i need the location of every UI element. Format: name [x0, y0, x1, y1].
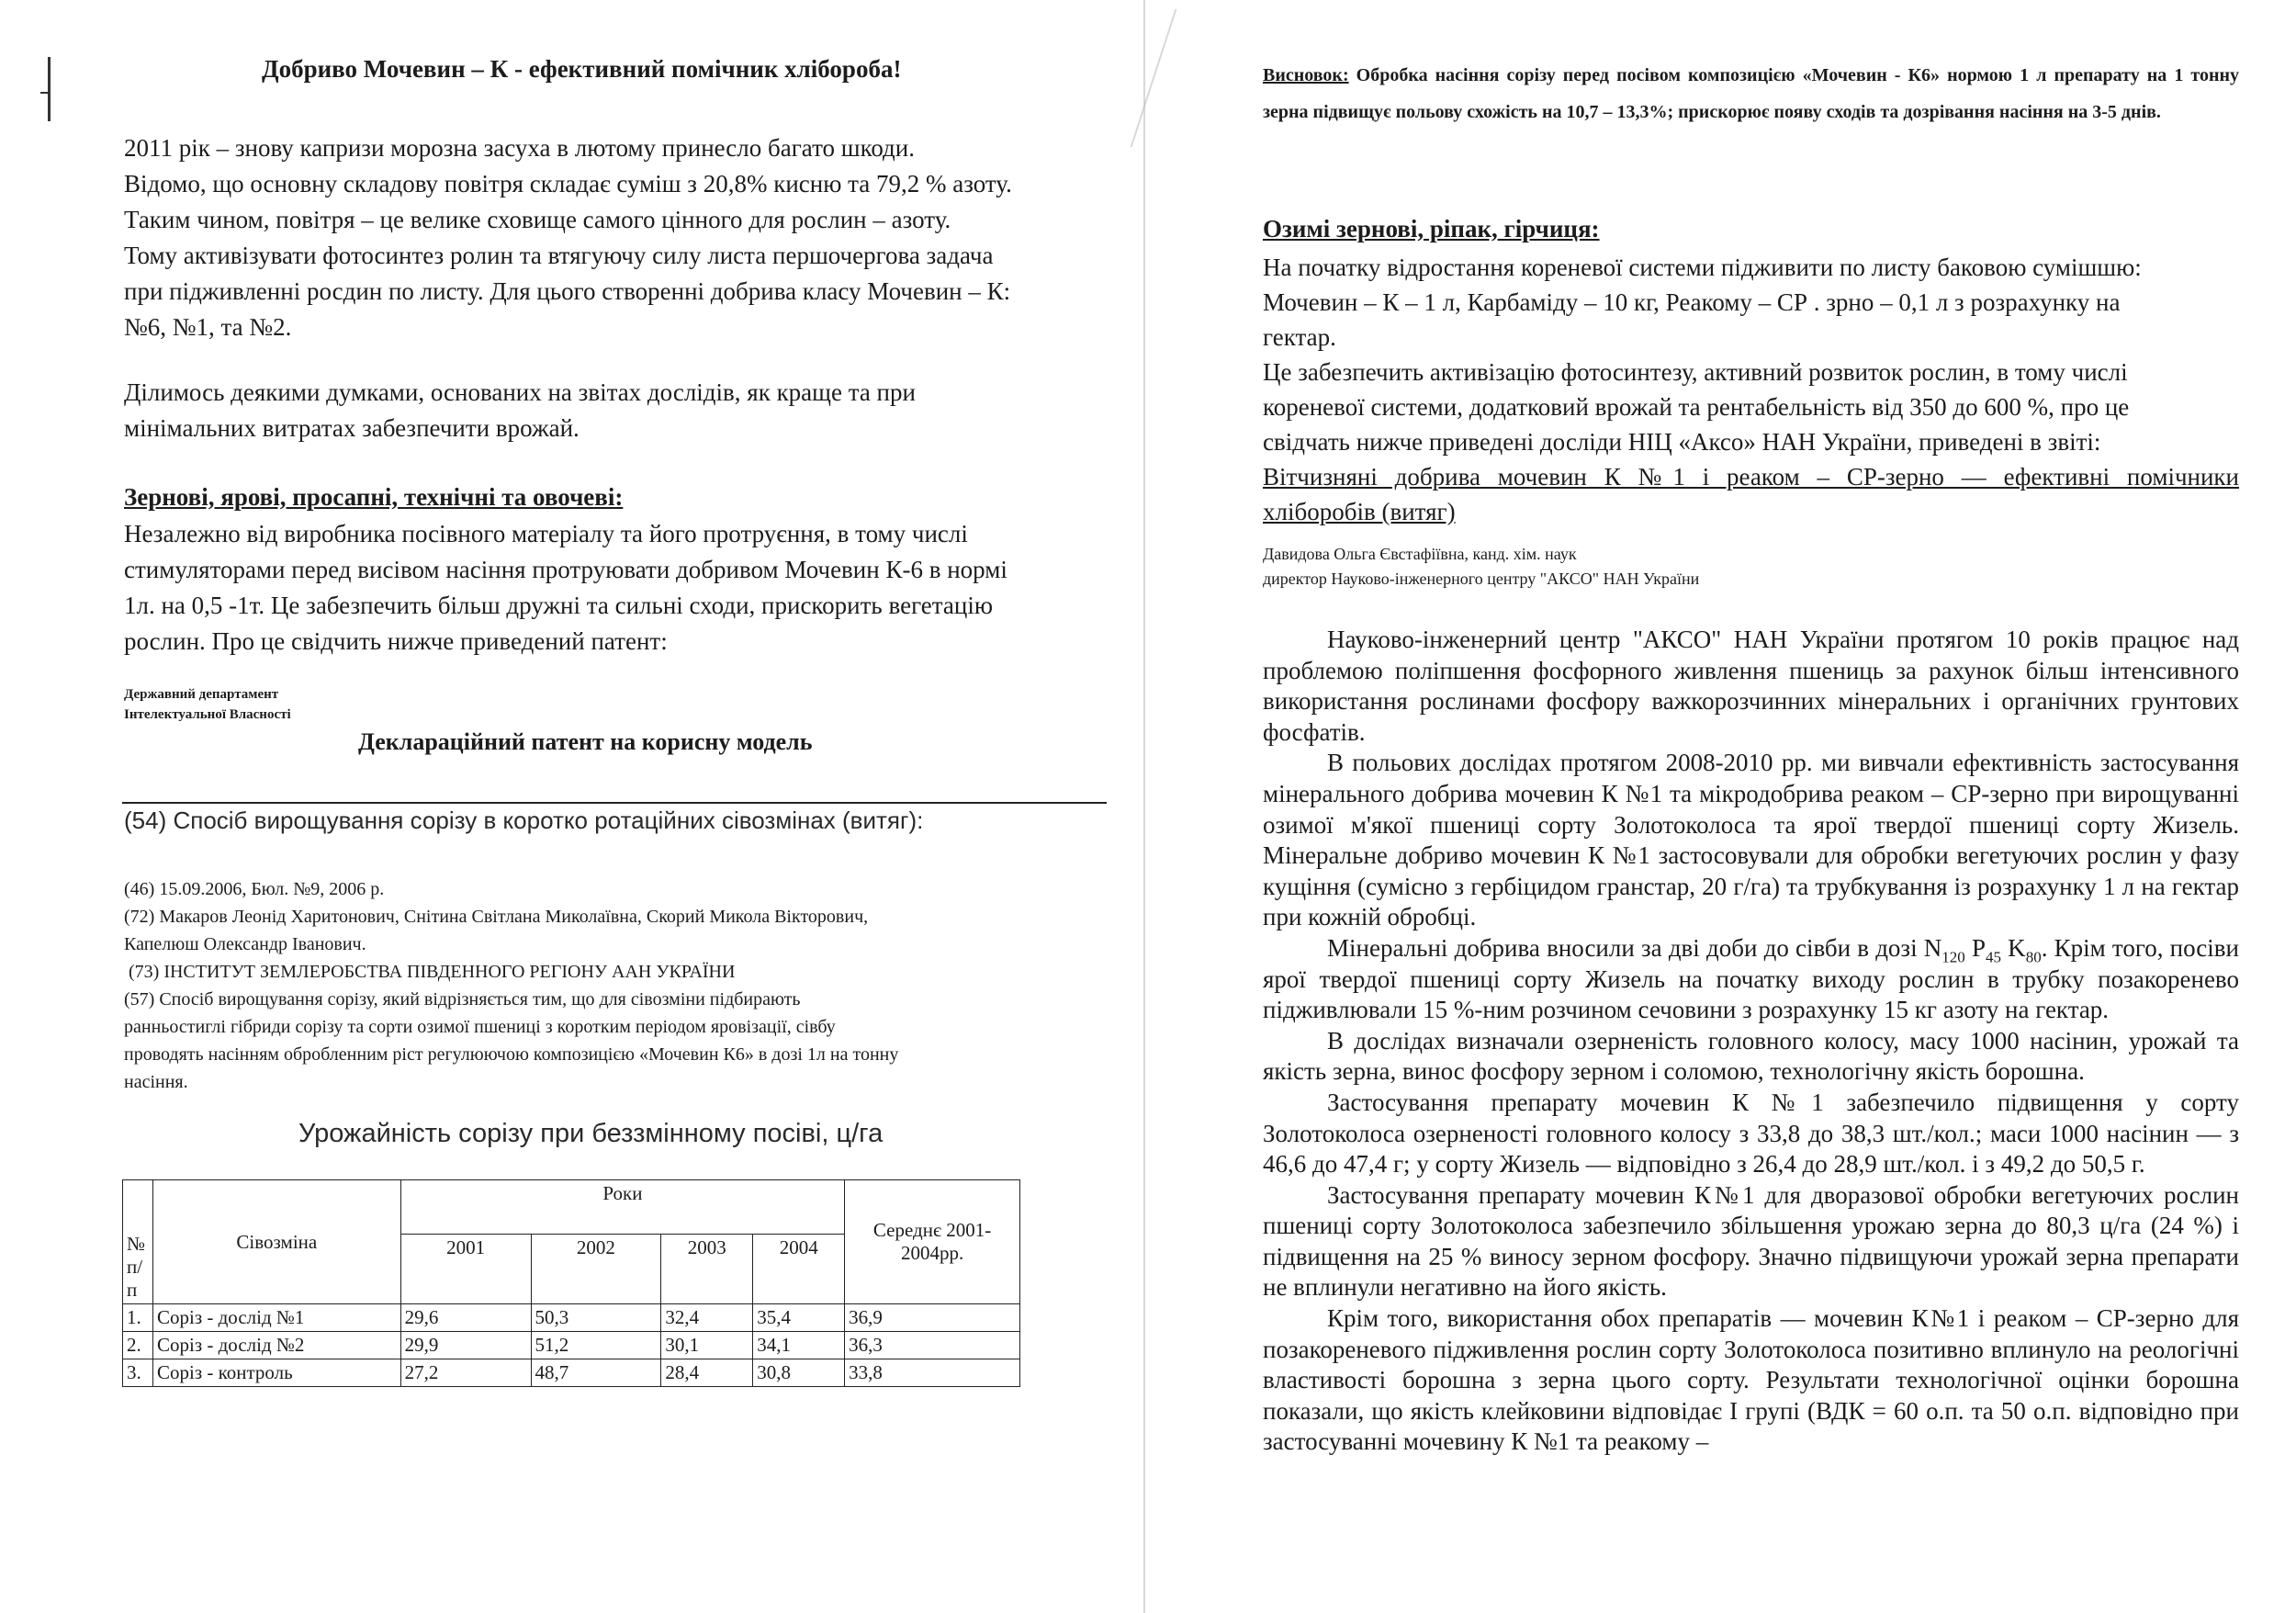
dose-n: 120	[1941, 948, 1965, 966]
cell-value: 34,1	[753, 1332, 845, 1359]
dose-text-after: . Крім того, посіви ярої твердої пшениці сорту Жизель на початку виходу рослин в трубку позакоренево підживлювали 15 %-ним розчином сечовини з розрахунку 15 кг азоту на гектар.	[1263, 933, 2239, 1024]
dose-k-label: K	[2001, 933, 2026, 962]
table-row	[123, 1359, 1020, 1387]
text-line: Ділимось деякими думками, основаних на звітах дослідів, як краще та при	[124, 378, 916, 406]
share-paragraph	[124, 375, 1116, 446]
article-paragraph: В польових дослідах протягом 2008-2010 рр. ми вивчали ефективність застосування мінерального добрива мочевин К №1 та мікродобрива реаком – СР-зерно при вирощуванні озимої м'якої пшениці сорту Золотоколоса та ярої твердої пшениці сорту Жизель. Мінеральне добриво мочевин К №1 застосовували для обробки вегетуючих рослин у фазу кущіння (сумісно з гербіцидом гранстар, 20 г/га) та трубкування із розрахунку 1 л на гектар при кожній обробці.	[1263, 749, 2239, 931]
text-line: гектар.	[1263, 323, 1336, 351]
document-title: Добриво Мочевин – К - ефективний помічник хлібороба!	[262, 55, 902, 83]
conclusion-text: Обробка насіння сорізу перед посівом композицією «Мочевин - К6» нормою 1 л препарату на 1 тонну зерна підвищує польову схожість на 10,7 – 13,3%; прискорює появу сходів та дозрівання насіння на 3-5 днів.	[1263, 65, 2239, 122]
article-paragraph	[1263, 933, 2239, 1026]
author-block	[1263, 542, 1699, 592]
text-line: Мочевин – К – 1 л, Карбаміду – 10 кг, Реакому – СР . зрно – 0,1 л з розрахунку на	[1263, 288, 2121, 316]
author-position: директор Науково-інженерного центру "АКСО" НАН України	[1263, 570, 1700, 588]
report-reference: Вітчизняні добрива мочевин К №1 і реаком – СР-зерно — ефективні помічники	[1263, 463, 2239, 491]
patent-office	[124, 684, 291, 725]
cell-average: 36,3	[845, 1332, 1020, 1359]
org-line: Державний департамент	[124, 687, 279, 702]
cell-value: 30,8	[753, 1359, 845, 1387]
cell-value: 32,4	[661, 1304, 753, 1332]
patent-title: Деклараційний патент на корисну модель	[358, 728, 813, 755]
section-heading-grain: Зернові, ярові, просапні, технічні та овочеві:	[124, 483, 624, 511]
text-line: На початку відростання кореневої системи підживити по листу баковою сумішшю:	[1263, 254, 2142, 281]
article-paragraph: Застосування препарату мочевин К№1 для дворазової обробки вегетуючих рослин пшениці сорту Золотоколоса забезпечило збільшення урожаю зерна до 80,3 ц/га (24 %) і підвищення на 25 % виносу зерном фосфору. Значно підвищуючи урожай зерна препарати не вплинули негативно на його якість.	[1263, 1180, 2239, 1302]
text-line: Це забезпечить активізацію фотосинтезу, активний розвиток рослин, в тому числі	[1263, 358, 2128, 386]
biblio-line: проводять насінням обробленним ріст регулюючою композицією «Мочевин К6» в дозі 1л на тонну	[124, 1044, 899, 1065]
header-year: 2002	[531, 1235, 661, 1304]
biblio-line: (73) ІНСТИТУТ ЗЕМЛЕРОБСТВА ПІВДЕННОГО РЕГІОНУ ААН УКРАЇНИ	[124, 962, 736, 982]
text-line: при підживленні росдин по листу. Для цього створенні добрива класу Мочевин – К:	[124, 277, 1011, 305]
article-paragraph: В дослідах визначали озерненість головного колосу, масу 1000 насінин, урожай та якість зерна, винос фосфору зерном і соломою, технологічну якість борошна.	[1263, 1026, 2239, 1086]
cell-value: 29,9	[400, 1332, 531, 1359]
text-line: Відомо, що основну складову повітря складає суміш з 20,8% кисню та 79,2 % азоту.	[124, 170, 1012, 197]
cell-value: 35,4	[753, 1304, 845, 1332]
header-years: Роки	[400, 1180, 844, 1235]
text-line: Таким чином, повітря – це велике сховище самого цінного для рослин – азоту.	[124, 206, 951, 233]
patent-bibliography	[124, 875, 1116, 1096]
biblio-line: насіння.	[124, 1072, 188, 1092]
cell-value: 27,2	[400, 1359, 531, 1387]
cell-value: 50,3	[531, 1304, 661, 1332]
row-rotation: Соріз - дослід №2	[152, 1332, 400, 1359]
row-number: 1.	[123, 1304, 153, 1332]
header-year: 2001	[400, 1235, 531, 1304]
yield-table	[122, 1179, 1020, 1387]
cell-value: 28,4	[661, 1359, 753, 1387]
article-body	[1263, 625, 2239, 1458]
cell-value: 51,2	[531, 1332, 661, 1359]
text-line: кореневої системи, додатковий врожай та рентабельність від 350 до 600 %, про це	[1263, 393, 2130, 421]
text-line: рослин. Про це свідчить нижче приведений патент:	[124, 627, 668, 655]
row-number: 3.	[123, 1359, 153, 1387]
table-row	[123, 1332, 1020, 1359]
dose-text: Мінеральні добрива вносили за дві доби до сівби в дозі N	[1327, 933, 1942, 962]
row-rotation: Соріз - контроль	[152, 1359, 400, 1387]
text-line: свідчать нижче приведені досліди НІЦ «Аксо» НАН України, приведені в звіті:	[1263, 428, 2101, 456]
dose-k: 80	[2025, 948, 2042, 966]
text-line: стимуляторами перед висівом насіння протруювати добривом Мочевин К-6 в нормі	[124, 556, 1007, 583]
section-heading-winter: Озимі зернові, ріпак, гірчиця:	[1263, 215, 1600, 243]
header-rotation: Сівозміна	[152, 1180, 400, 1304]
grain-paragraph	[124, 516, 1116, 660]
row-number: 2.	[123, 1332, 153, 1359]
cell-value: 48,7	[531, 1359, 661, 1387]
table-row	[123, 1304, 1020, 1332]
row-rotation: Соріз - дослід №1	[152, 1304, 400, 1332]
header-number: № п/ п	[123, 1180, 153, 1304]
conclusion	[1263, 57, 2239, 130]
biblio-line: (72) Макаров Леонід Харитонович, Снітина Світлана Миколаївна, Скорий Микола Вікторович,	[124, 907, 869, 927]
article-paragraph: Науково-інженерний центр "АКСО" НАН України протягом 10 років працює над проблемою поліпшення фосфорного живлення пшениць за рахунок більш інтенсивного використання рослинами фосфору важкорозчинних мінеральних і органічних грунтових фосфатів.	[1263, 626, 2239, 746]
patent-field-54: (54) Спосіб вирощування сорізу в коротко ротаційних сівозмінах (витяг):	[124, 806, 924, 834]
text-line: мінімальних витратах забезпечити врожай.	[124, 414, 580, 442]
winter-paragraph	[1263, 250, 2239, 529]
divider	[122, 802, 1107, 804]
author-name: Давидова Ольга Євстафіївна, канд. хім. наук	[1263, 545, 1577, 563]
dose-p: 45	[1986, 948, 2001, 966]
biblio-line: (57) Спосіб вирощування сорізу, який відрізняється тим, що для сівозміни підбирають	[124, 989, 801, 1010]
biblio-line: ранньостиглі гібриди сорізу та сорти озимої пшениці з коротким періодом яровізації, сівбу	[124, 1017, 836, 1037]
table-header-row	[123, 1180, 1020, 1235]
cell-value: 30,1	[661, 1332, 753, 1359]
header-year: 2004	[753, 1235, 845, 1304]
org-line: Інтелектуальної Власності	[124, 707, 291, 722]
conclusion-label: Висновок:	[1263, 65, 1349, 85]
dose-p-label: P	[1964, 933, 1986, 962]
biblio-line: (46) 15.09.2006, Бюл. №9, 2006 р.	[124, 879, 385, 899]
article-paragraph: Застосування препарату мочевин К №1 забезпечило підвищення у сорту Золотоколоса озерненості головного колосу з 33,8 до 38,3 шт./кол.; маси 1000 насінин — з 46,6 до 47,4 г; у сорту Жизель — відповідно з 26,4 до 28,9 шт./кол. і з 49,2 до 50,5 г.	[1263, 1088, 2239, 1179]
cell-average: 36,9	[845, 1304, 1020, 1332]
table-title: Урожайність сорізу при беззмінному посіві, ц/га	[298, 1119, 884, 1148]
article-paragraph: Крім того, використання обох препаратів — мочевин К№1 і реаком – СР-зерно для позакореневого підживлення рослин сорту Золотоколоса позитивно вплинуло на реологічні властивості борошна з зерна цього сорту. Результати технологічної оцінки борошна показали, що якість клейковини відповідає І групі (ВДК = 60 о.п. та 50 о.п. відповідно при застосуванні мочевину К №1 та реакому –	[1263, 1304, 2239, 1456]
cell-value: 29,6	[400, 1304, 531, 1332]
header-year: 2003	[661, 1235, 753, 1304]
text-line: Незалежно від виробника посівного матеріалу та його протруєння, в тому числі	[124, 520, 968, 547]
text-line: Тому активізувати фотосинтез ролин та втягуючу силу листа першочергова задача	[124, 242, 994, 269]
cell-average: 33,8	[845, 1359, 1020, 1387]
biblio-line: Капелюш Олександр Іванович.	[124, 934, 366, 954]
intro-paragraph	[124, 130, 1116, 345]
text-line: 2011 рік – знову капризи морозна засуха в лютому принесло багато шкоди.	[124, 134, 915, 162]
header-average: Середнє 2001-2004рр.	[845, 1180, 1020, 1304]
text-line: 1л. на 0,5 -1т. Це забезпечить більш дружні та сильні сходи, прискорить вегетацію	[124, 592, 994, 619]
text-line: №6, №1, та №2.	[124, 313, 292, 341]
report-reference-cont: хліборобів (витяг)	[1263, 498, 1456, 525]
